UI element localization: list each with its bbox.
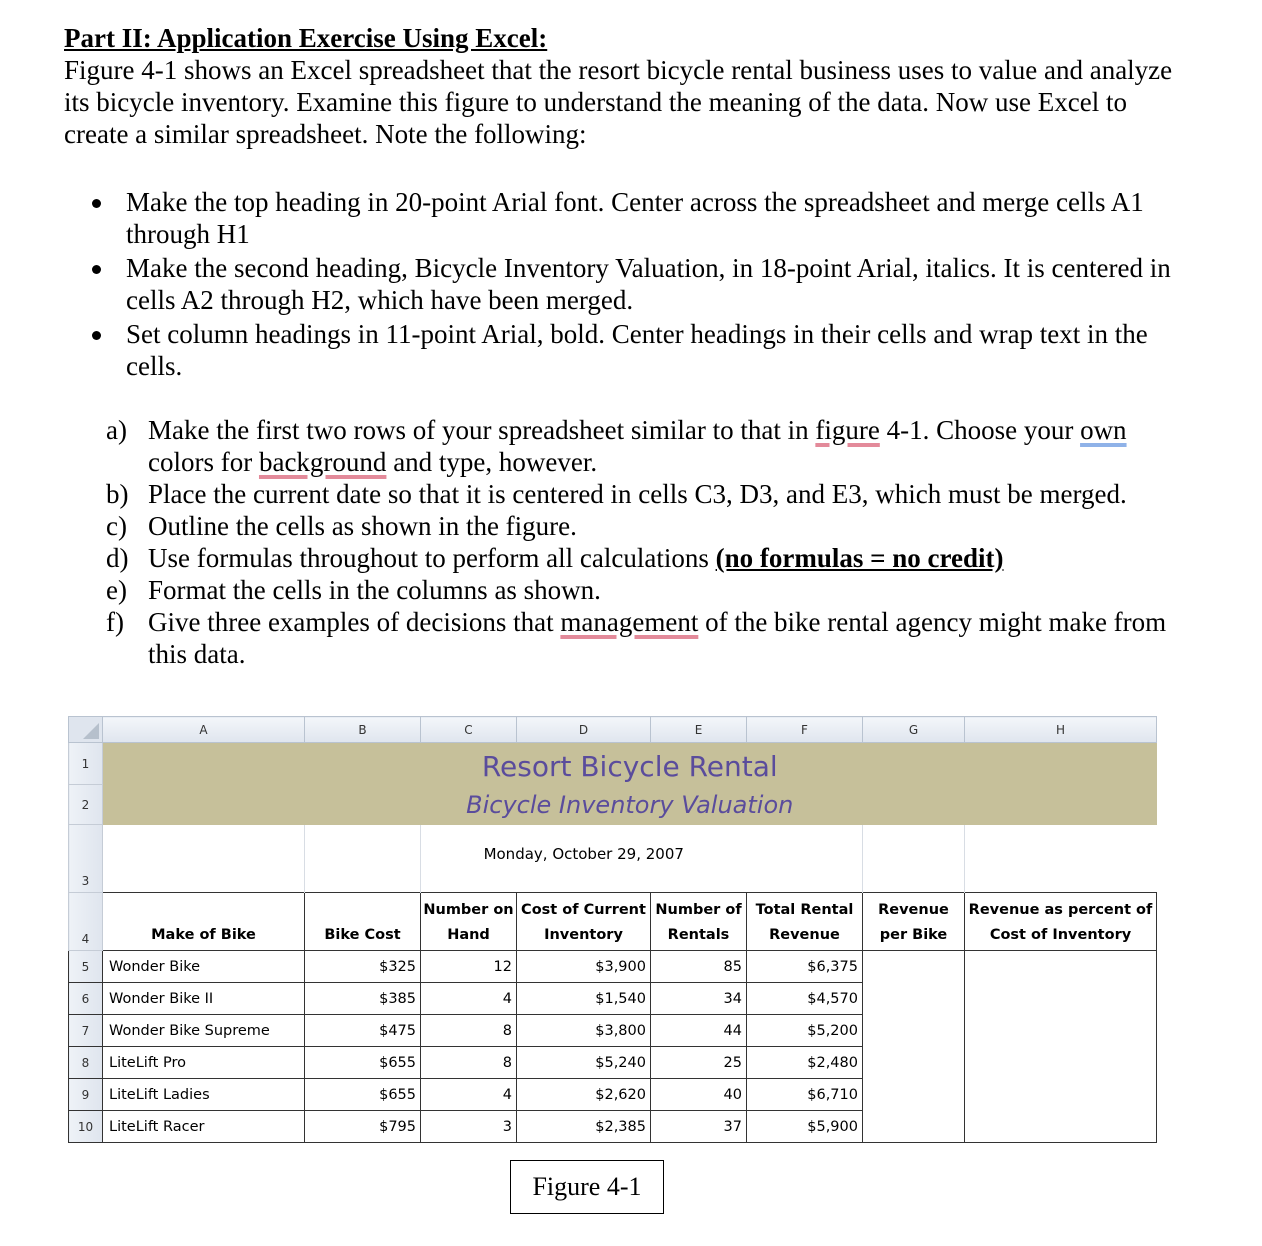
bullet-item: Make the top heading in 20-point Arial font. Center across the spreadsheet and merge cells A1 through H1 bbox=[92, 186, 1192, 250]
row-header[interactable]: 9 bbox=[69, 1079, 103, 1111]
cell-total-revenue[interactable]: $5,200 bbox=[747, 1015, 863, 1047]
col-header-d[interactable]: D bbox=[517, 717, 651, 743]
col-header-h[interactable]: H bbox=[965, 717, 1157, 743]
bullet-dot-icon bbox=[92, 265, 101, 274]
cell-number-of-rentals[interactable]: 34 bbox=[651, 983, 747, 1015]
cell-make[interactable]: LiteLift Racer bbox=[103, 1111, 305, 1143]
cell-total-revenue[interactable]: $5,900 bbox=[747, 1111, 863, 1143]
step-b: b) Place the current date so that it is centered in cells C3, D3, and E3, which must be merged. bbox=[106, 479, 1127, 509]
cell[interactable] bbox=[863, 1079, 965, 1111]
sheet-row-2 bbox=[69, 785, 1157, 825]
cell-make[interactable]: Wonder Bike Supreme bbox=[103, 1015, 305, 1047]
grammar-word: own bbox=[1080, 415, 1127, 445]
cell-make[interactable]: Wonder Bike II bbox=[103, 983, 305, 1015]
cell[interactable] bbox=[863, 825, 965, 893]
date-cell-merged[interactable]: Monday, October 29, 2007 bbox=[483, 844, 684, 863]
header-revenue-per-bike[interactable]: Revenue per Bike bbox=[863, 893, 965, 951]
figure-caption: Figure 4-1 bbox=[510, 1160, 664, 1214]
cell[interactable] bbox=[965, 1111, 1157, 1143]
cell-total-revenue[interactable]: $4,570 bbox=[747, 983, 863, 1015]
bullet-dot-icon bbox=[92, 199, 101, 208]
column-header-row bbox=[69, 717, 1157, 743]
cell[interactable] bbox=[305, 825, 421, 893]
cell[interactable] bbox=[965, 1047, 1157, 1079]
cell-number-of-rentals[interactable]: 44 bbox=[651, 1015, 747, 1047]
step-a: a) Make the first two rows of your spreadsheet similar to that in figure 4-1. Choose your own colors for background and type, however. bbox=[106, 415, 1127, 477]
row-header[interactable]: 6 bbox=[69, 983, 103, 1015]
cell-number-on-hand[interactable]: 4 bbox=[421, 983, 517, 1015]
spellcheck-word: management bbox=[560, 607, 699, 637]
cell-number-on-hand[interactable]: 8 bbox=[421, 1015, 517, 1047]
step-e: e) Format the cells in the columns as shown. bbox=[106, 575, 601, 605]
table-row bbox=[69, 1079, 1157, 1111]
col-header-e[interactable]: E bbox=[651, 717, 747, 743]
cell[interactable] bbox=[863, 1047, 965, 1079]
cell-bike-cost[interactable]: $385 bbox=[305, 983, 421, 1015]
header-revenue-percent[interactable]: Revenue as percent of Cost of Inventory bbox=[965, 893, 1157, 951]
row-header[interactable]: 7 bbox=[69, 1015, 103, 1047]
cell-number-on-hand[interactable]: 4 bbox=[421, 1079, 517, 1111]
cell-total-revenue[interactable]: $2,480 bbox=[747, 1047, 863, 1079]
header-number-on-hand[interactable]: Number on Hand bbox=[421, 893, 517, 951]
subheading-cell-merged[interactable]: Bicycle Inventory Valuation bbox=[103, 785, 1157, 825]
header-number-of-rentals[interactable]: Number of Rentals bbox=[651, 893, 747, 951]
bullet-item: Set column headings in 11-point Arial, bold. Center headings in their cells and wrap text in the cells. bbox=[92, 318, 1192, 382]
cell-number-of-rentals[interactable]: 85 bbox=[651, 951, 747, 983]
row-header[interactable]: 1 bbox=[69, 743, 103, 785]
col-header-g[interactable]: G bbox=[863, 717, 965, 743]
cell[interactable] bbox=[863, 1111, 965, 1143]
cell[interactable] bbox=[965, 1015, 1157, 1047]
cell-cost-of-inventory[interactable]: $5,240 bbox=[517, 1047, 651, 1079]
cell-number-of-rentals[interactable]: 25 bbox=[651, 1047, 747, 1079]
cell[interactable] bbox=[863, 951, 965, 983]
cell-cost-of-inventory[interactable]: $2,385 bbox=[517, 1111, 651, 1143]
cell[interactable] bbox=[965, 1079, 1157, 1111]
bullet-item: Make the second heading, Bicycle Inventory Valuation, in 18-point Arial, italics. It is centered in cells A2 through H2, which have been merged. bbox=[92, 252, 1192, 316]
spreadsheet-figure bbox=[68, 716, 1156, 1144]
cell-cost-of-inventory[interactable]: $1,540 bbox=[517, 983, 651, 1015]
cell[interactable] bbox=[863, 1015, 965, 1047]
bullet-dot-icon bbox=[92, 331, 101, 340]
cell-make[interactable]: Wonder Bike bbox=[103, 951, 305, 983]
table-row bbox=[69, 983, 1157, 1015]
no-credit-warning: (no formulas = no credit) bbox=[715, 543, 1004, 573]
page-title: Part II: Application Exercise Using Excel: bbox=[64, 23, 548, 53]
cell[interactable] bbox=[965, 825, 1157, 893]
cell[interactable] bbox=[747, 825, 863, 893]
cell-total-revenue[interactable]: $6,710 bbox=[747, 1079, 863, 1111]
document-header bbox=[64, 22, 1194, 150]
spellcheck-word: figure bbox=[815, 415, 880, 445]
step-c: c) Outline the cells as shown in the figure. bbox=[106, 511, 577, 541]
cell-number-on-hand[interactable]: 3 bbox=[421, 1111, 517, 1143]
header-bike-cost[interactable]: Bike Cost bbox=[305, 893, 421, 951]
cell[interactable] bbox=[965, 951, 1157, 983]
cell-number-of-rentals[interactable]: 37 bbox=[651, 1111, 747, 1143]
table-row bbox=[69, 1015, 1157, 1047]
intro-paragraph: Figure 4-1 shows an Excel spreadsheet that the resort bicycle rental business uses to value and analyze its bicycle inventory. Examine this figure to understand the meaning of the data. Now use Excel to create a similar spreadsheet. Note the following: bbox=[64, 55, 1173, 149]
cell-number-on-hand[interactable]: 12 bbox=[421, 951, 517, 983]
table-row bbox=[69, 951, 1157, 983]
cell-number-on-hand[interactable]: 8 bbox=[421, 1047, 517, 1079]
row-header[interactable]: 4 bbox=[69, 893, 103, 951]
cell-bike-cost[interactable]: $795 bbox=[305, 1111, 421, 1143]
table-row bbox=[69, 1111, 1157, 1143]
col-header-c[interactable]: C bbox=[421, 717, 517, 743]
row-header[interactable]: 8 bbox=[69, 1047, 103, 1079]
cell-bike-cost[interactable]: $655 bbox=[305, 1047, 421, 1079]
sheet-row-4-headers bbox=[69, 893, 1157, 951]
cell-make[interactable]: LiteLift Ladies bbox=[103, 1079, 305, 1111]
cell-cost-of-inventory[interactable]: $3,800 bbox=[517, 1015, 651, 1047]
header-cost-of-inventory[interactable]: Cost of Current Inventory bbox=[517, 893, 651, 951]
sheet-row-3 bbox=[69, 825, 1157, 893]
step-d: d) Use formulas throughout to perform all calculations (no formulas = no credit) bbox=[106, 543, 1004, 573]
cell-bike-cost[interactable]: $325 bbox=[305, 951, 421, 983]
step-f: f) Give three examples of decisions that management of the bike rental agency might make from this data. bbox=[106, 607, 1167, 669]
instruction-bullets bbox=[92, 186, 1192, 384]
sheet-row-1 bbox=[69, 743, 1157, 785]
cell-total-revenue[interactable]: $6,375 bbox=[747, 951, 863, 983]
select-all-icon bbox=[83, 723, 99, 739]
task-steps bbox=[106, 414, 1196, 670]
row-header[interactable]: 3 bbox=[69, 825, 103, 893]
cell[interactable] bbox=[103, 825, 305, 893]
table-row bbox=[69, 1047, 1157, 1079]
spellcheck-word: background bbox=[258, 447, 387, 477]
cell-number-of-rentals[interactable]: 40 bbox=[651, 1079, 747, 1111]
header-total-rental-revenue[interactable]: Total Rental Revenue bbox=[747, 893, 863, 951]
row-header[interactable]: 5 bbox=[69, 951, 103, 983]
cell[interactable] bbox=[965, 983, 1157, 1015]
row-header[interactable]: 10 bbox=[69, 1111, 103, 1143]
cell-bike-cost[interactable]: $655 bbox=[305, 1079, 421, 1111]
cell-cost-of-inventory[interactable]: $2,620 bbox=[517, 1079, 651, 1111]
cell-cost-of-inventory[interactable]: $3,900 bbox=[517, 951, 651, 983]
cell-bike-cost[interactable]: $475 bbox=[305, 1015, 421, 1047]
cell-make[interactable]: LiteLift Pro bbox=[103, 1047, 305, 1079]
select-all-corner[interactable] bbox=[69, 717, 103, 743]
heading-cell-merged[interactable]: Resort Bicycle Rental bbox=[103, 743, 1157, 785]
row-header[interactable]: 2 bbox=[69, 785, 103, 825]
cell[interactable] bbox=[863, 983, 965, 1015]
col-header-a[interactable]: A bbox=[103, 717, 305, 743]
header-make[interactable]: Make of Bike bbox=[103, 893, 305, 951]
col-header-f[interactable]: F bbox=[747, 717, 863, 743]
col-header-b[interactable]: B bbox=[305, 717, 421, 743]
